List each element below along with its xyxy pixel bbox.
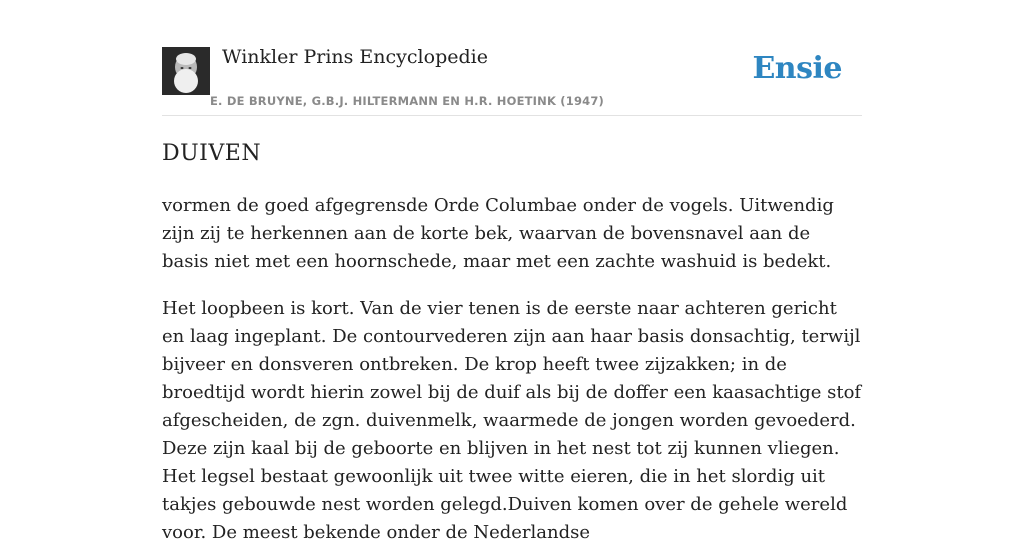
ensie-logo-link[interactable]: Ensie xyxy=(752,51,842,86)
author-avatar[interactable] xyxy=(162,47,210,95)
portrait-icon xyxy=(162,47,210,95)
article-page xyxy=(162,0,862,543)
article-headword: DUIVEN xyxy=(162,141,262,166)
source-authors: E. DE BRUYNE, G.B.J. HILTERMANN EN H.R. HOETINK (1947) xyxy=(210,94,605,108)
source-title[interactable]: Winkler Prins Encyclopedie xyxy=(222,46,488,68)
article-paragraph-2: Het loopbeen is kort. Van de vier tenen is de eerste naar achteren gericht en laag ingeplant. De contourvederen zijn aan haar basis donsachtig, terwijl bijveer en donsveren ontbreken. De krop heeft twee zijzakken; in de broedtijd wordt hierin zowel bij de duif als bij de doffer een kaasachtige stof afgescheiden, de zgn. duivenmelk, waarmede de jongen worden gevoederd. Deze zijn kaal bij de geboorte en blijven in het nest tot zij kunnen vliegen. Het legsel bestaat gewoonlijk uit twee witte eieren, die in het slordig uit takjes gebouwde nest worden gelegd.Duiven komen over de gehele wereld voor. De meest bekende onder de Nederlandse xyxy=(162,298,862,543)
article-paragraph-1: vormen de goed afgegrensde Orde Columbae onder de vogels. Uitwendig zijn zij te herkennen aan de korte bek, waarvan de bovensnavel aan de basis niet met een hoornschede, maar met een zachte washuid is bedekt. xyxy=(162,195,834,272)
header-divider xyxy=(162,115,862,116)
